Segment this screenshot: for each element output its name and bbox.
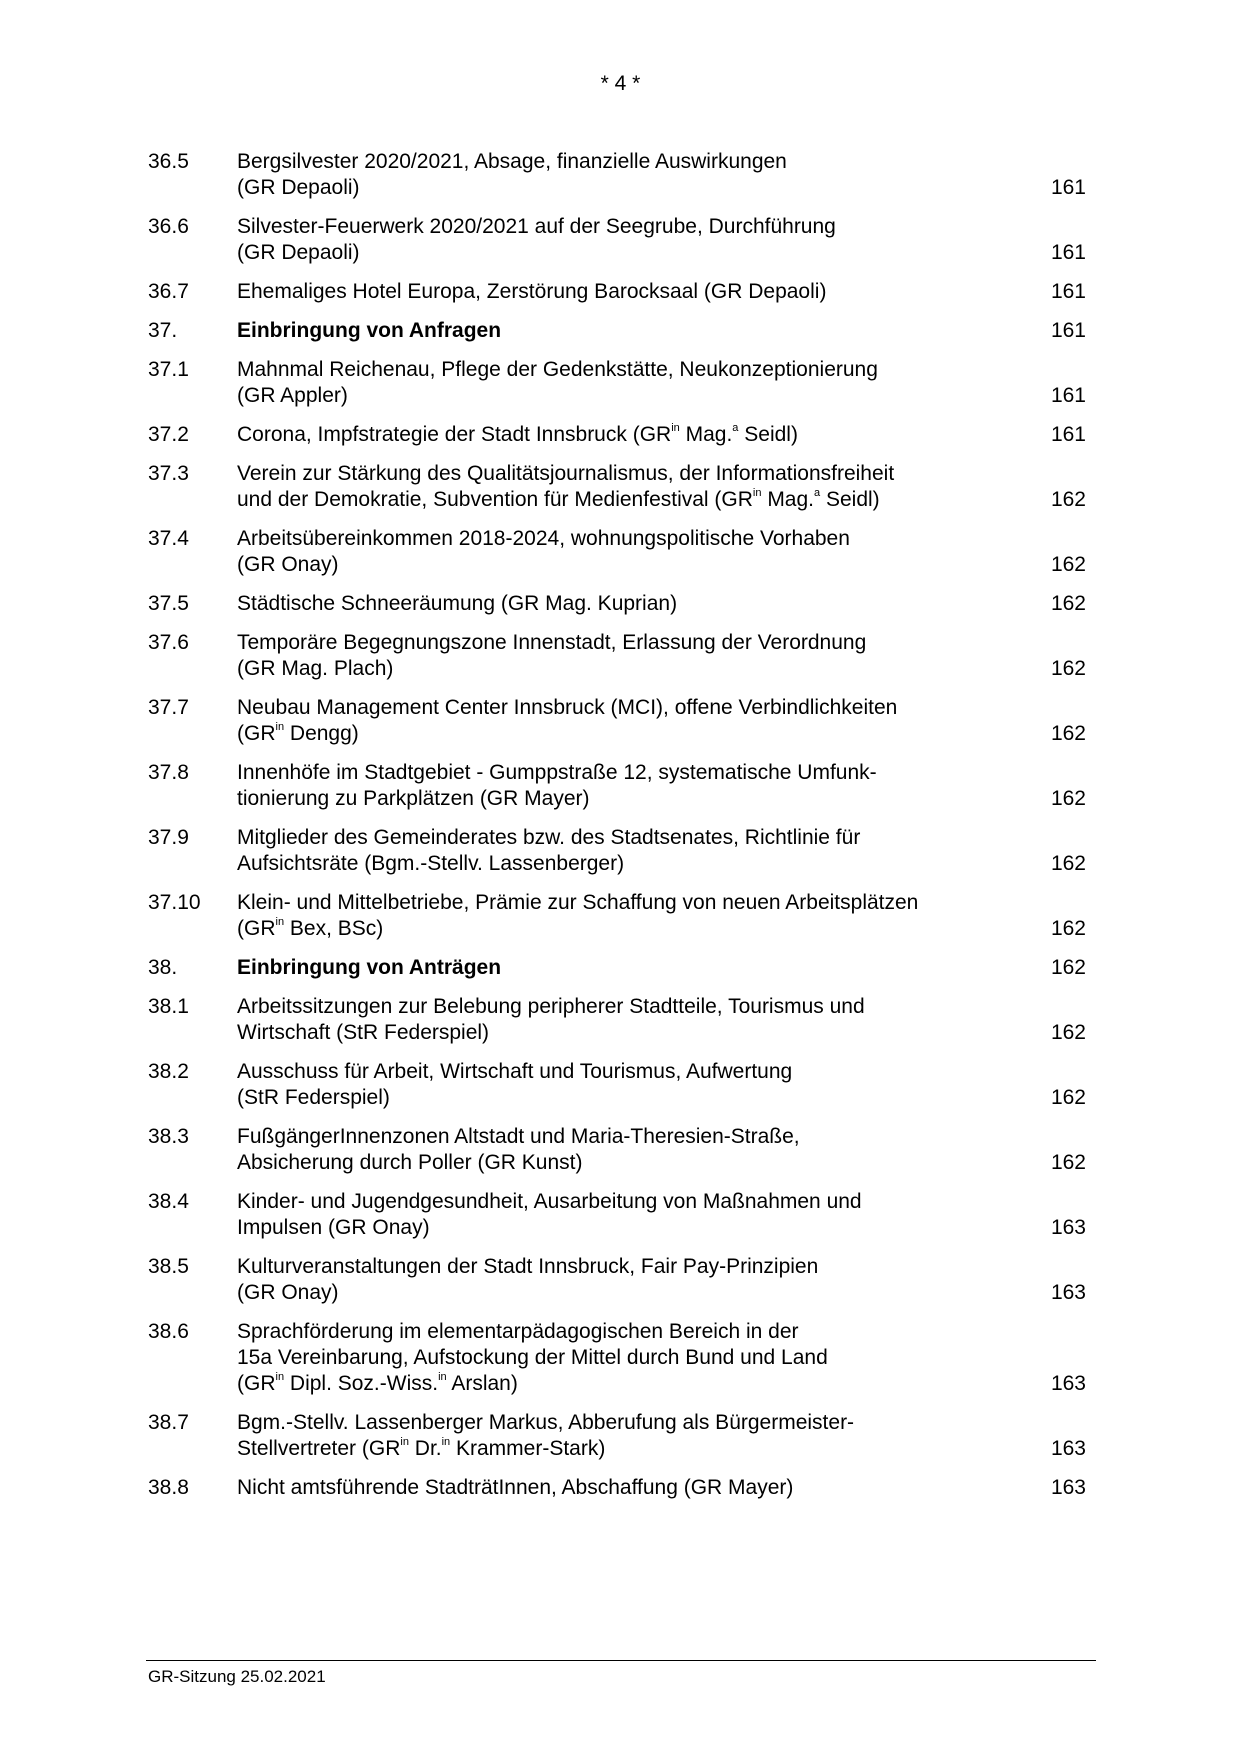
toc-title-line: (GR Onay) <box>237 1281 339 1304</box>
toc-title-line: Mahnmal Reichenau, Pflege der Gedenkstätte, Neukonzeptionierung <box>237 358 878 381</box>
toc-page-number: 161 <box>1050 241 1086 264</box>
toc-entry-number: 37.1 <box>148 358 189 381</box>
toc-entry <box>148 1319 1098 1397</box>
toc-entry-title <box>237 760 1017 812</box>
toc-entry-title <box>237 1059 1017 1111</box>
toc-title-line: ($GR^{in}$ Dipl. Soz.-Wiss.$^{in}$ Arslan) <box>237 1371 518 1395</box>
toc-title-line: (GR Depaoli) <box>237 176 360 199</box>
toc-title-line: Absicherung durch Poller (GR Kunst) <box>237 1151 583 1174</box>
toc-entry-number: 36.6 <box>148 215 189 238</box>
toc-title-line: Arbeitsübereinkommen 2018-2024, wohnungspolitische Vorhaben <box>237 527 850 550</box>
toc-entry-title <box>237 318 1017 344</box>
toc-entry <box>148 214 1098 266</box>
toc-entry-number: 37.6 <box>148 631 189 654</box>
toc-entry <box>148 1189 1098 1241</box>
toc-title-line: (StR Federspiel) <box>237 1086 390 1109</box>
toc-entry-number: 38.7 <box>148 1411 189 1434</box>
toc-entry-title <box>237 279 1017 305</box>
toc-title-line: Impulsen (GR Onay) <box>237 1216 430 1239</box>
toc-entry-title <box>237 1410 1017 1462</box>
toc-title-line: Innenhöfe im Stadtgebiet - Gumppstraße 12, systematische Umfunk- <box>237 761 877 784</box>
toc-title-line: Silvester-Feuerwerk 2020/2021 auf der Seegrube, Durchführung <box>237 215 836 238</box>
toc-entry-number: 37.5 <box>148 592 189 615</box>
toc-entry-title <box>237 1254 1017 1306</box>
table-of-contents <box>148 149 1098 1514</box>
toc-page-number: 162 <box>1050 1151 1086 1174</box>
toc-entry-title <box>237 1475 1017 1501</box>
toc-title-line: Corona, Impfstrategie der Stadt Innsbruck ($GR^{in}$ Mag.$^a$ Seidl) <box>237 422 798 446</box>
toc-entry-title <box>237 526 1017 578</box>
toc-entry-title <box>237 630 1017 682</box>
toc-entry-number: 38. <box>148 956 178 979</box>
toc-title-line: Mitglieder des Gemeinderates bzw. des Stadtsenates, Richtlinie für <box>237 826 861 849</box>
toc-title-line: (GR Appler) <box>237 384 348 407</box>
toc-page-number: 163 <box>1050 1437 1086 1460</box>
toc-page-number: 162 <box>1050 917 1086 940</box>
toc-entry-number: 37. <box>148 319 178 342</box>
toc-title-line: Sprachförderung im elementarpädagogischen Bereich in der <box>237 1320 799 1343</box>
toc-page-number: 163 <box>1050 1281 1086 1304</box>
toc-entry-title <box>237 1124 1017 1176</box>
toc-page-number: 161 <box>1050 176 1086 199</box>
toc-entry-title <box>237 890 1017 942</box>
toc-page-number: 161 <box>1050 280 1086 303</box>
toc-title-line: Städtische Schneeräumung (GR Mag. Kuprian) <box>237 592 678 615</box>
toc-entry <box>148 422 1098 448</box>
toc-title-line: 15a Vereinbarung, Aufstockung der Mittel durch Bund und Land <box>237 1346 828 1369</box>
toc-entry-number: 38.1 <box>148 995 189 1018</box>
toc-page-number: 162 <box>1050 852 1086 875</box>
toc-page-number: 162 <box>1050 722 1086 745</box>
toc-entry-number: 37.8 <box>148 761 189 784</box>
toc-entry <box>148 1475 1098 1501</box>
toc-page-number: 162 <box>1050 657 1086 680</box>
toc-entry-title <box>237 461 1017 513</box>
toc-entry-number: 36.7 <box>148 280 189 303</box>
toc-title-line: FußgängerInnenzonen Altstadt und Maria-Theresien-Straße, <box>237 1125 800 1148</box>
toc-page-number: 163 <box>1050 1476 1086 1499</box>
toc-title-line: Bergsilvester 2020/2021, Absage, finanzielle Auswirkungen <box>237 150 787 173</box>
toc-entry <box>148 760 1098 812</box>
toc-entry-title <box>237 1189 1017 1241</box>
toc-title-line: tionierung zu Parkplätzen (GR Mayer) <box>237 787 590 810</box>
toc-entry <box>148 1124 1098 1176</box>
toc-entry-number: 37.10 <box>148 891 201 914</box>
toc-entry-number: 36.5 <box>148 150 189 173</box>
toc-entry <box>148 1410 1098 1462</box>
toc-entry <box>148 1059 1098 1111</box>
toc-title-line: Einbringung von Anfragen <box>237 319 502 342</box>
toc-title-line: (GR Onay) <box>237 553 339 576</box>
toc-entry-number: 38.5 <box>148 1255 189 1278</box>
toc-title-line: (GR Mag. Plach) <box>237 657 394 680</box>
toc-title-line: Ausschuss für Arbeit, Wirtschaft und Tourismus, Aufwertung <box>237 1060 793 1083</box>
toc-entry-title <box>237 825 1017 877</box>
toc-page-number: 162 <box>1050 787 1086 810</box>
toc-title-line: ($GR^{in}$ Dengg) <box>237 721 359 745</box>
toc-title-line: und der Demokratie, Subvention für Medienfestival ($GR^{in}$ Mag.$^a$ Seidl) <box>237 487 880 511</box>
toc-entry-title <box>237 422 1017 448</box>
toc-entry-number: 37.7 <box>148 696 189 719</box>
toc-entry-number: 38.4 <box>148 1190 189 1213</box>
toc-title-line: Kulturveranstaltungen der Stadt Innsbruck, Fair Pay-Prinzipien <box>237 1255 819 1278</box>
toc-entry <box>148 461 1098 513</box>
toc-page-number: 162 <box>1050 553 1086 576</box>
toc-entry-number: 38.3 <box>148 1125 189 1148</box>
toc-title-line: Aufsichtsräte (Bgm.-Stellv. Lassenberger) <box>237 852 625 875</box>
toc-entry <box>148 149 1098 201</box>
toc-page-number: 161 <box>1050 384 1086 407</box>
toc-page-number: 161 <box>1050 423 1086 446</box>
toc-entry <box>148 994 1098 1046</box>
toc-entry-number: 37.2 <box>148 423 189 446</box>
toc-page-number: 163 <box>1050 1372 1086 1395</box>
toc-entry <box>148 890 1098 942</box>
toc-page-number: 162 <box>1050 488 1086 511</box>
toc-entry <box>148 591 1098 617</box>
toc-title-line: Nicht amtsführende StadträtInnen, Abschaffung (GR Mayer) <box>237 1476 794 1499</box>
toc-title-line: Einbringung von Anträgen <box>237 956 502 979</box>
toc-title-line: (GR Depaoli) <box>237 241 360 264</box>
toc-section-heading <box>148 318 1098 344</box>
toc-entry-title <box>237 591 1017 617</box>
toc-entry-title <box>237 214 1017 266</box>
toc-title-line: ($GR^{in}$ Bex, BSc) <box>237 916 384 940</box>
toc-entry-number: 37.4 <box>148 527 189 550</box>
toc-entry <box>148 279 1098 305</box>
toc-entry-title <box>237 994 1017 1046</box>
toc-section-heading <box>148 955 1098 981</box>
toc-entry-number: 38.2 <box>148 1060 189 1083</box>
toc-page-number: 161 <box>1050 319 1086 342</box>
toc-entry <box>148 825 1098 877</box>
toc-entry <box>148 695 1098 747</box>
toc-page-number: 162 <box>1050 956 1086 979</box>
toc-entry-number: 38.6 <box>148 1320 189 1343</box>
toc-title-line: Klein- und Mittelbetriebe, Prämie zur Schaffung von neuen Arbeitsplätzen <box>237 891 919 914</box>
toc-entry-title <box>237 955 1017 981</box>
toc-entry-number: 37.3 <box>148 462 189 485</box>
footer-divider <box>146 1660 1096 1661</box>
toc-entry-title <box>237 1319 1017 1397</box>
page-marker: * 4 * <box>600 72 641 95</box>
toc-entry-title <box>237 357 1017 409</box>
toc-title-line: Verein zur Stärkung des Qualitätsjournalismus, der Informationsfreiheit <box>237 462 895 485</box>
toc-title-line: Bgm.-Stellv. Lassenberger Markus, Abberufung als Bürgermeister- <box>237 1411 855 1434</box>
toc-title-line: Stellvertreter ($GR^{in}$ Dr.$^{in}$ Krammer-Stark) <box>237 1436 606 1460</box>
toc-page-number: 162 <box>1050 1021 1086 1044</box>
toc-page-number: 162 <box>1050 1086 1086 1109</box>
toc-entry-number: 38.8 <box>148 1476 189 1499</box>
toc-title-line: Temporäre Begegnungszone Innenstadt, Erlassung der Verordnung <box>237 631 867 654</box>
toc-entry <box>148 630 1098 682</box>
toc-title-line: Ehemaliges Hotel Europa, Zerstörung Barocksaal (GR Depaoli) <box>237 280 827 303</box>
toc-title-line: Kinder- und Jugendgesundheit, Ausarbeitung von Maßnahmen und <box>237 1190 862 1213</box>
toc-title-line: Arbeitssitzungen zur Belebung peripherer Stadtteile, Tourismus und <box>237 995 865 1018</box>
toc-page-number: 162 <box>1050 592 1086 615</box>
toc-title-line: Wirtschaft (StR Federspiel) <box>237 1021 490 1044</box>
toc-entry-title <box>237 149 1017 201</box>
toc-entry <box>148 526 1098 578</box>
toc-entry-number: 37.9 <box>148 826 189 849</box>
toc-entry <box>148 1254 1098 1306</box>
footer-session-date: GR-Sitzung 25.02.2021 <box>148 1667 326 1686</box>
toc-page-number: 163 <box>1050 1216 1086 1239</box>
toc-title-line: Neubau Management Center Innsbruck (MCI), offene Verbindlichkeiten <box>237 696 898 719</box>
toc-entry <box>148 357 1098 409</box>
toc-entry-title <box>237 695 1017 747</box>
